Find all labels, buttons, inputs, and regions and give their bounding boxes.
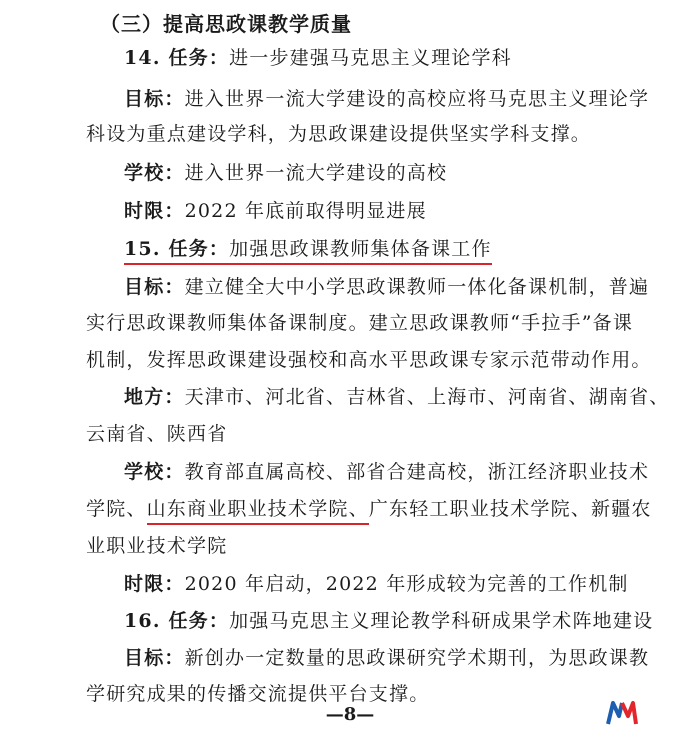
section-heading: （三）提高思政课教学质量 — [100, 12, 352, 36]
school-15-post: 广东轻工职业技术学院、新疆农 — [368, 498, 652, 520]
task-15-underlined — [124, 238, 492, 265]
task-14-line — [124, 46, 684, 70]
task-14-text: 进一步建强马克思主义理论学科 — [229, 47, 512, 69]
school-15-pre: 学院、 — [86, 498, 147, 520]
school-14-line — [124, 161, 684, 185]
goal-16-line-2: 学研究成果的传播交流提供平台支撑。 — [86, 683, 430, 705]
goal-14-line-1 — [124, 87, 684, 111]
goal-16-text-1: 新创办一定数量的思政课研究学术期刊，为思政课教 — [184, 647, 650, 669]
place-15-line-2: 云南省、陕西省 — [86, 423, 228, 445]
place-15-text-1: 天津市、河北省、吉林省、上海市、河南省、湖南省、 — [184, 386, 670, 408]
school-15-label: 学校： — [124, 461, 185, 483]
task-15-label: 15. 任务： — [124, 238, 230, 260]
task-16-label: 16. 任务： — [124, 610, 230, 632]
goal-15-line-3: 机制，发挥思政课建设强校和高水平思政课专家示范带动作用。 — [86, 349, 652, 371]
goal-15-line-2: 实行思政课教师集体备课制度。建立思政课教师“手拉手”备课 — [86, 312, 634, 334]
school-15-line-3: 业职业技术学院 — [86, 535, 228, 557]
goal-15-line-1 — [124, 275, 684, 299]
school-15-line-1 — [124, 460, 684, 484]
goal-15-label: 目标： — [124, 276, 185, 298]
time-14-line — [124, 199, 684, 223]
page-number: —8— — [325, 704, 375, 725]
task-15-text: 加强思政课教师集体备课工作 — [229, 238, 492, 260]
task-16-text: 加强马克思主义理论教学科研成果学术阵地建设 — [229, 610, 654, 632]
task-16-line — [124, 609, 684, 633]
school-15-highlight: 山东商业职业技术学院、 — [147, 498, 369, 525]
goal-16-line-1 — [124, 646, 684, 670]
time-15-label: 时限： — [124, 573, 185, 595]
task-15-line — [124, 237, 684, 261]
watermark-logo-icon — [606, 700, 638, 726]
task-14-label: 14. 任务： — [124, 47, 230, 69]
place-15-label: 地方： — [124, 386, 185, 408]
goal-14-text-1: 进入世界一流大学建设的高校应将马克思主义理论学 — [184, 88, 650, 110]
school-15-line-2 — [86, 497, 652, 521]
time-15-line — [124, 572, 684, 596]
place-15-line-1 — [124, 385, 684, 409]
time-14-label: 时限： — [124, 200, 185, 222]
school-15-text-1: 教育部直属高校、部省合建高校，浙江经济职业技术 — [184, 461, 650, 483]
goal-15-text-1: 建立健全大中小学思政课教师一体化备课机制，普遍 — [184, 276, 650, 298]
time-15-text: 2020 年启动，2022 年形成较为完善的工作机制 — [184, 573, 629, 595]
school-14-label: 学校： — [124, 162, 185, 184]
goal-14-label: 目标： — [124, 88, 185, 110]
school-14-text: 进入世界一流大学建设的高校 — [184, 162, 448, 184]
time-14-text: 2022 年底前取得明显进展 — [184, 200, 427, 222]
goal-16-label: 目标： — [124, 647, 185, 669]
goal-14-line-2: 科设为重点建设学科，为思政课建设提供坚实学科支撑。 — [86, 123, 592, 145]
